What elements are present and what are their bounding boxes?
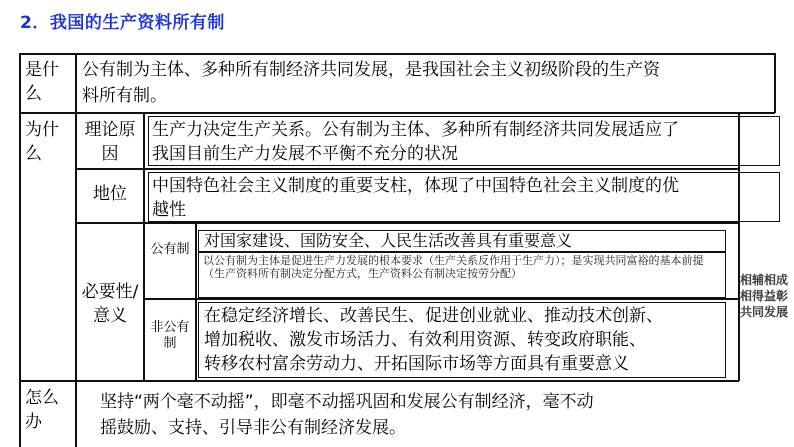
section-heading: 2．我国的生产资料所有制: [20, 13, 225, 33]
public-content-line1: 对国家建设、国防安全、人民生活改善具有重要意义: [204, 231, 573, 250]
side-note: 相辅相成相得益彰共同发展: [740, 273, 789, 319]
what-label: 是什么: [25, 60, 59, 104]
sublabel-column-divider: [143, 113, 145, 381]
row-divider-theory: [76, 168, 739, 170]
table-right-border-top: [774, 53, 776, 113]
necessity-label: 必要性/意义: [81, 282, 139, 326]
public-label: 公有制: [150, 242, 190, 257]
nonpublic-content-line1: 在稳定经济增长、改善民生、促进创业就业、推动技术创新、: [204, 306, 663, 326]
nonpublic-label: 非公有制: [150, 320, 190, 351]
row-divider-how: [19, 380, 739, 382]
theory-content-line2: 我国目前生产力发展不平衡不充分的状况: [152, 144, 458, 164]
row-divider-public: [144, 298, 739, 300]
row-divider-status: [76, 222, 739, 224]
how-content-line2: 摇鼓励、支持、引导非公有制经济发展。: [100, 418, 406, 438]
theory-label: 理论原因: [84, 120, 136, 164]
public-note: 以公有制为主体是促进生产力发展的根本要求（生产关系反作用于生产力）；是实现共同富裕的基本前提（生产资料所有制决定分配方式，生产资料公有制决定按劳分配）: [203, 254, 704, 280]
status-content-line1: 中国特色社会主义制度的重要支柱，体现了中国特色社会主义制度的优: [152, 176, 679, 196]
label-column-divider: [75, 53, 77, 447]
why-label: 为什么: [25, 120, 59, 164]
what-content-line1: 公有制为主体、多种所有制经济共同发展，是我国社会主义初级阶段的生产资: [82, 60, 660, 80]
nonpublic-content-line2: 增加税收、激发市场活力、有效利用资源、转变政府职能、: [204, 330, 646, 350]
ownership-column-divider: [195, 223, 197, 381]
what-content-line2: 料所有制。: [82, 86, 167, 106]
row-divider-what: [19, 112, 775, 114]
how-content-line1: 坚持“两个毫不动摇”，即毫不动摇巩固和发展公有制经济，毫不动: [100, 392, 594, 412]
nonpublic-content-line3: 转移农村富余劳动力、开拓国际市场等方面具有重要意义: [204, 354, 629, 374]
status-label: 地位: [93, 184, 127, 204]
how-label: 怎么办: [25, 388, 59, 432]
theory-content-line1: 生产力决定生产关系。公有制为主体、多种所有制经济共同发展适应了: [152, 120, 679, 140]
status-content-line2: 越性: [152, 200, 186, 220]
table-top-border: [19, 53, 775, 55]
